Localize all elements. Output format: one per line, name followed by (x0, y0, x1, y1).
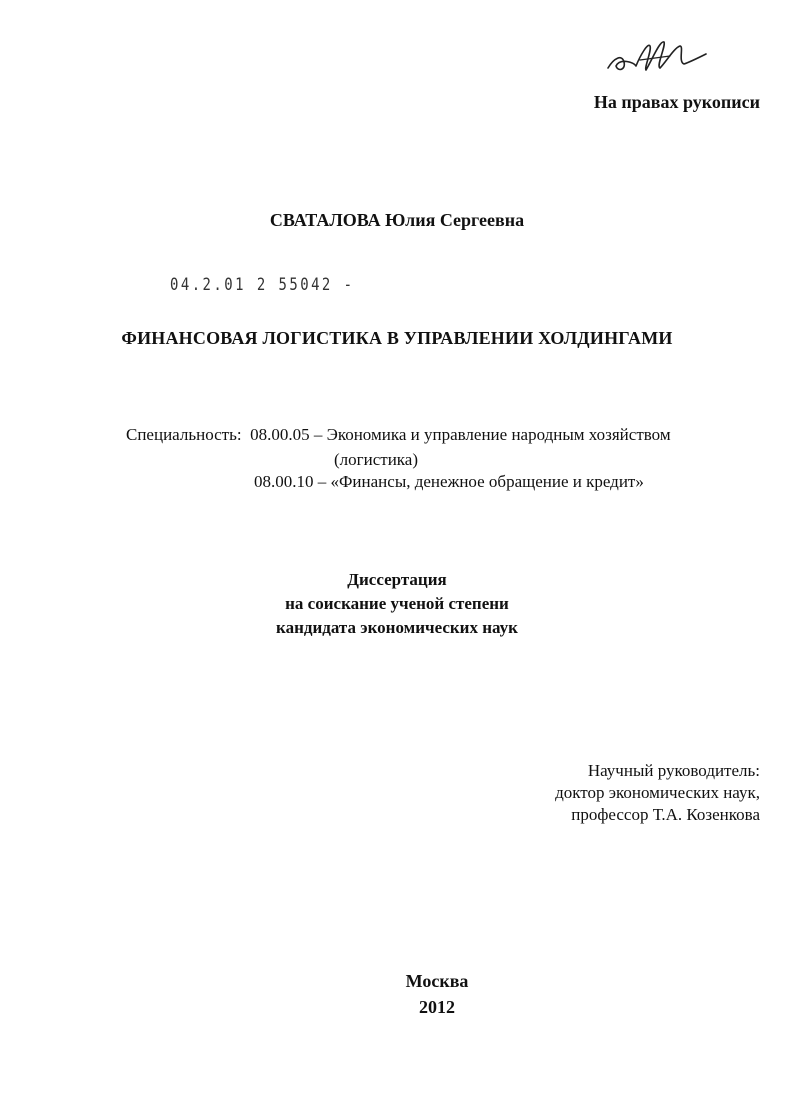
signature-image (600, 32, 710, 82)
specialty-line-2: (логистика) (334, 450, 418, 469)
specialty-line-1 (126, 425, 671, 445)
manuscript-rights-label: На правах рукописи (593, 92, 760, 112)
supervisor-line-1: Научный руководитель: (587, 761, 760, 780)
supervisor-line-2: доктор экономических наук, (555, 783, 760, 802)
specialty-code-1: 08.00.05 – Экономика и управление народным хозяйством (250, 425, 671, 444)
thesis-line-3: кандидата экономических наук (276, 618, 518, 637)
specialty-label: Специальность: (126, 425, 242, 444)
dissertation-title: ФИНАНСОВАЯ ЛОГИСТИКА В УПРАВЛЕНИИ ХОЛДИНГАМИ (121, 328, 673, 348)
specialty-line-3: 08.00.10 – «Финансы, денежное обращение и кредит» (254, 472, 644, 491)
year: 2012 (419, 997, 455, 1017)
place-and-year (0, 968, 794, 1020)
archive-stamp-code: 04.2.01 2 55042 - (170, 275, 355, 295)
author-name: СВАТАЛОВА Юлия Сергеевна (269, 210, 525, 230)
supervisor-block (555, 760, 760, 826)
city: Москва (405, 971, 469, 991)
thesis-line-2: на соискание ученой степени (285, 594, 509, 613)
thesis-line-1: Диссертация (347, 570, 447, 589)
supervisor-line-3: профессор Т.А. Козенкова (571, 805, 760, 824)
thesis-degree-block (0, 568, 794, 640)
